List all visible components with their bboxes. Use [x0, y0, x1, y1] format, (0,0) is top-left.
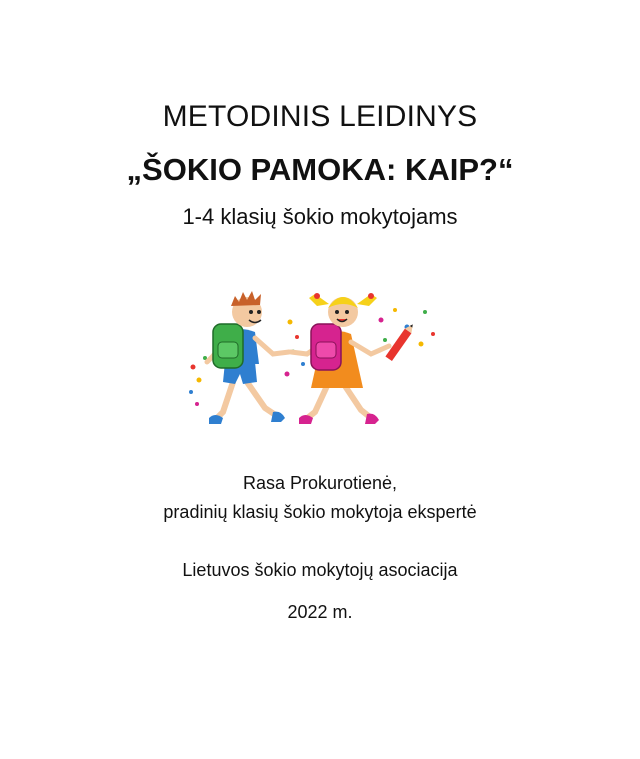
organization-name: Lietuvos šokio mokytojų asociacija [182, 560, 458, 580]
girl-figure [291, 293, 416, 424]
children-walking-with-backpacks-icon [185, 282, 440, 432]
document-subtitle: 1-4 klasių šokio mokytojams [182, 204, 458, 229]
author-role: pradinių klasių šokio mokytoja ekspertė [163, 502, 477, 522]
boy-figure [207, 291, 289, 424]
publication-type: METODINIS LEIDINYS [162, 100, 478, 133]
author-name: Rasa Prokurotienė, [242, 473, 398, 493]
document-title: „ŠOKIO PAMOKA: KAIP?“ [126, 152, 514, 187]
publication-year: 2022 m. [287, 602, 353, 622]
